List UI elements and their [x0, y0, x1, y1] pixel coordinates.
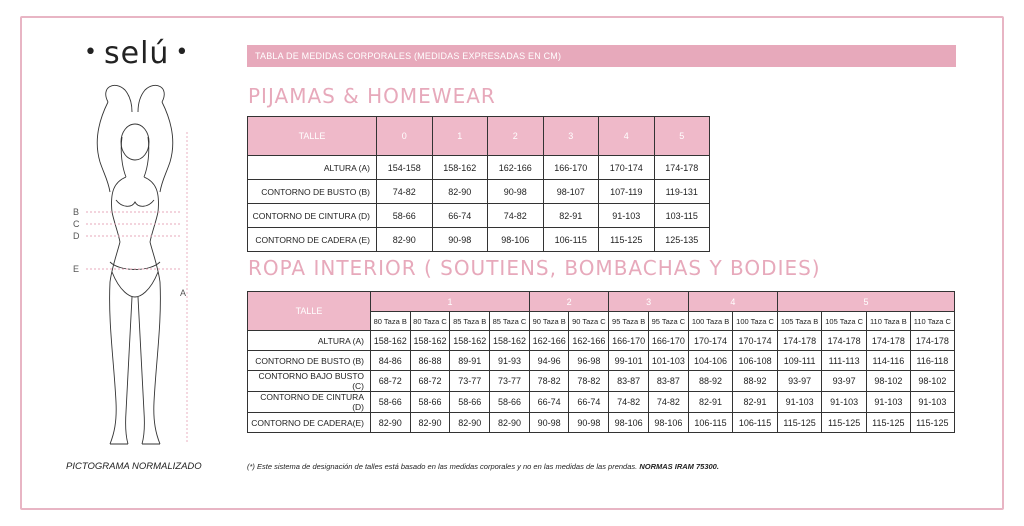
table-cell: 82-90 — [432, 180, 488, 204]
table-row — [248, 371, 955, 392]
table-row — [248, 156, 710, 180]
pijamas-talle-header: TALLE — [248, 117, 377, 156]
table-row — [248, 392, 955, 413]
brand-logo: • selú • — [84, 36, 190, 71]
table-cell: 78-82 — [529, 371, 569, 392]
subsize-header: 95 Taza B — [609, 312, 649, 331]
table-cell: 99-101 — [609, 351, 649, 371]
ropa-group-header: 1 — [371, 292, 530, 312]
table-cell: 158-162 — [410, 331, 450, 351]
footnote-norm: NORMAS IRAM 75300. — [639, 462, 719, 471]
table-row — [248, 228, 710, 252]
table-cell: 174-178 — [867, 331, 911, 351]
table-cell: 98-102 — [867, 371, 911, 392]
subsize-header: 95 Taza C — [648, 312, 688, 331]
table-cell: 98-106 — [609, 413, 649, 433]
subsize-header: 80 Taza C — [410, 312, 450, 331]
marker-c: C — [73, 219, 80, 229]
table-cell: 88-92 — [688, 371, 732, 392]
table-cell: 91-103 — [822, 392, 867, 413]
row-label: CONTORNO BAJO BUSTO (C) — [248, 371, 371, 392]
marker-d: D — [73, 231, 80, 241]
table-cell: 58-66 — [450, 392, 490, 413]
row-label: CONTORNO DE BUSTO (B) — [248, 180, 377, 204]
pijamas-size-header: 2 — [488, 117, 544, 156]
table-cell: 104-106 — [688, 351, 732, 371]
table-cell: 166-170 — [648, 331, 688, 351]
row-label: CONTORNO DE BUSTO (B) — [248, 351, 371, 371]
table-cell: 82-91 — [543, 204, 599, 228]
brand-name: selú — [103, 36, 170, 71]
pijamas-size-header: 1 — [432, 117, 488, 156]
ropa-group-header: 3 — [609, 292, 688, 312]
table-cell: 88-92 — [733, 371, 778, 392]
table-cell: 158-162 — [371, 331, 411, 351]
table-cell: 90-98 — [529, 413, 569, 433]
row-label: ALTURA (A) — [248, 331, 371, 351]
pijamas-table — [247, 116, 710, 252]
table-cell: 106-115 — [688, 413, 732, 433]
table-cell: 115-125 — [910, 413, 954, 433]
table-cell: 162-166 — [488, 156, 544, 180]
table-cell: 58-66 — [410, 392, 450, 413]
table-cell: 125-135 — [654, 228, 710, 252]
subsize-header: 110 Taza B — [867, 312, 911, 331]
table-cell: 106-115 — [733, 413, 778, 433]
table-cell: 174-178 — [654, 156, 710, 180]
marker-a: A — [180, 288, 187, 298]
table-cell: 91-93 — [489, 351, 529, 371]
table-cell: 98-106 — [648, 413, 688, 433]
table-cell: 68-72 — [371, 371, 411, 392]
table-cell: 73-77 — [450, 371, 490, 392]
table-cell: 58-66 — [371, 392, 411, 413]
table-cell: 115-125 — [822, 413, 867, 433]
table-cell: 86-88 — [410, 351, 450, 371]
table-cell: 83-87 — [648, 371, 688, 392]
subsize-header: 80 Taza B — [371, 312, 411, 331]
footnote-text: (*) Este sistema de designación de talles está basado en las medidas corporales y no en las medidas de las prendas. — [247, 462, 640, 471]
table-row — [248, 351, 955, 371]
table-cell: 89-91 — [450, 351, 490, 371]
table-cell: 115-125 — [777, 413, 821, 433]
ropa-title: ROPA INTERIOR ( SOUTIENS, BOMBACHAS Y BODIES) — [248, 256, 821, 280]
pijamas-size-header: 4 — [599, 117, 655, 156]
pictogram-caption: PICTOGRAMA NORMALIZADO — [66, 461, 202, 472]
subsize-header: 85 Taza C — [489, 312, 529, 331]
footnote — [247, 462, 719, 471]
table-cell: 154-158 — [377, 156, 433, 180]
row-label: CONTORNO DE CINTURA (D) — [248, 204, 377, 228]
ropa-group-row — [248, 292, 955, 312]
marker-b: B — [73, 207, 80, 217]
subsize-header: 100 Taza B — [688, 312, 732, 331]
table-cell: 66-74 — [432, 204, 488, 228]
table-row — [248, 413, 955, 433]
table-cell: 158-162 — [489, 331, 529, 351]
pijamas-size-header: 5 — [654, 117, 710, 156]
table-cell: 93-97 — [822, 371, 867, 392]
row-label: CONTORNO DE CADERA(E) — [248, 413, 371, 433]
subsize-header: 85 Taza B — [450, 312, 490, 331]
table-cell: 84-86 — [371, 351, 411, 371]
table-cell: 96-98 — [569, 351, 609, 371]
table-cell: 91-103 — [777, 392, 821, 413]
table-cell: 106-108 — [733, 351, 778, 371]
ropa-talle-header: TALLE — [248, 292, 371, 331]
table-cell: 82-90 — [410, 413, 450, 433]
table-cell: 83-87 — [609, 371, 649, 392]
table-cell: 74-82 — [488, 204, 544, 228]
table-cell: 78-82 — [569, 371, 609, 392]
table-cell: 91-103 — [910, 392, 954, 413]
table-cell: 166-170 — [543, 156, 599, 180]
table-cell: 158-162 — [450, 331, 490, 351]
table-cell: 174-178 — [822, 331, 867, 351]
table-cell: 114-116 — [867, 351, 911, 371]
table-cell: 119-131 — [654, 180, 710, 204]
table-cell: 170-174 — [599, 156, 655, 180]
row-label: ALTURA (A) — [248, 156, 377, 180]
table-cell: 115-125 — [599, 228, 655, 252]
table-cell: 166-170 — [609, 331, 649, 351]
pijamas-size-header: 3 — [543, 117, 599, 156]
table-cell: 82-91 — [688, 392, 732, 413]
ropa-table-body — [248, 331, 955, 433]
table-cell: 94-96 — [529, 351, 569, 371]
table-cell: 58-66 — [377, 204, 433, 228]
pijamas-size-header: 0 — [377, 117, 433, 156]
table-cell: 73-77 — [489, 371, 529, 392]
pijamas-title: PIJAMAS & HOMEWEAR — [248, 84, 496, 108]
table-cell: 82-91 — [733, 392, 778, 413]
subsize-header: 105 Taza B — [777, 312, 821, 331]
table-cell: 82-90 — [371, 413, 411, 433]
table-cell: 101-103 — [648, 351, 688, 371]
table-cell: 162-166 — [529, 331, 569, 351]
table-cell: 68-72 — [410, 371, 450, 392]
table-cell: 74-82 — [609, 392, 649, 413]
table-cell: 98-107 — [543, 180, 599, 204]
table-cell: 174-178 — [777, 331, 821, 351]
table-cell: 103-115 — [654, 204, 710, 228]
table-cell: 158-162 — [432, 156, 488, 180]
marker-e: E — [73, 264, 80, 274]
table-cell: 115-125 — [867, 413, 911, 433]
subsize-header: 90 Taza B — [529, 312, 569, 331]
table-cell: 116-118 — [910, 351, 954, 371]
table-cell: 90-98 — [488, 180, 544, 204]
ropa-group-header: 4 — [688, 292, 777, 312]
table-cell: 170-174 — [733, 331, 778, 351]
table-cell: 74-82 — [648, 392, 688, 413]
row-label: CONTORNO DE CADERA (E) — [248, 228, 377, 252]
subsize-header: 100 Taza C — [733, 312, 778, 331]
table-cell: 109-111 — [777, 351, 821, 371]
table-row — [248, 180, 710, 204]
table-cell: 106-115 — [543, 228, 599, 252]
pijamas-header-row — [248, 117, 710, 156]
table-cell: 93-97 — [777, 371, 821, 392]
table-cell: 162-166 — [569, 331, 609, 351]
subsize-header: 90 Taza C — [569, 312, 609, 331]
table-cell: 82-90 — [377, 228, 433, 252]
subsize-header: 110 Taza C — [910, 312, 954, 331]
ropa-group-header: 2 — [529, 292, 608, 312]
table-cell: 66-74 — [529, 392, 569, 413]
ropa-table — [247, 291, 955, 433]
body-pictogram — [70, 82, 200, 452]
table-cell: 58-66 — [489, 392, 529, 413]
subsize-header: 105 Taza C — [822, 312, 867, 331]
table-cell: 91-103 — [867, 392, 911, 413]
table-cell: 90-98 — [432, 228, 488, 252]
table-cell: 170-174 — [688, 331, 732, 351]
table-cell: 66-74 — [569, 392, 609, 413]
table-cell: 98-102 — [910, 371, 954, 392]
table-cell: 82-90 — [489, 413, 529, 433]
table-cell: 174-178 — [910, 331, 954, 351]
table-cell: 111-113 — [822, 351, 867, 371]
table-row — [248, 204, 710, 228]
table-cell: 107-119 — [599, 180, 655, 204]
ropa-group-header: 5 — [777, 292, 954, 312]
table-cell: 74-82 — [377, 180, 433, 204]
table-cell: 98-106 — [488, 228, 544, 252]
table-cell: 90-98 — [569, 413, 609, 433]
table-cell: 91-103 — [599, 204, 655, 228]
measurements-banner: TABLA DE MEDIDAS CORPORALES (MEDIDAS EXPRESADAS EN CM) — [247, 45, 956, 67]
row-label: CONTORNO DE CINTURA (D) — [248, 392, 371, 413]
table-row — [248, 331, 955, 351]
table-cell: 82-90 — [450, 413, 490, 433]
